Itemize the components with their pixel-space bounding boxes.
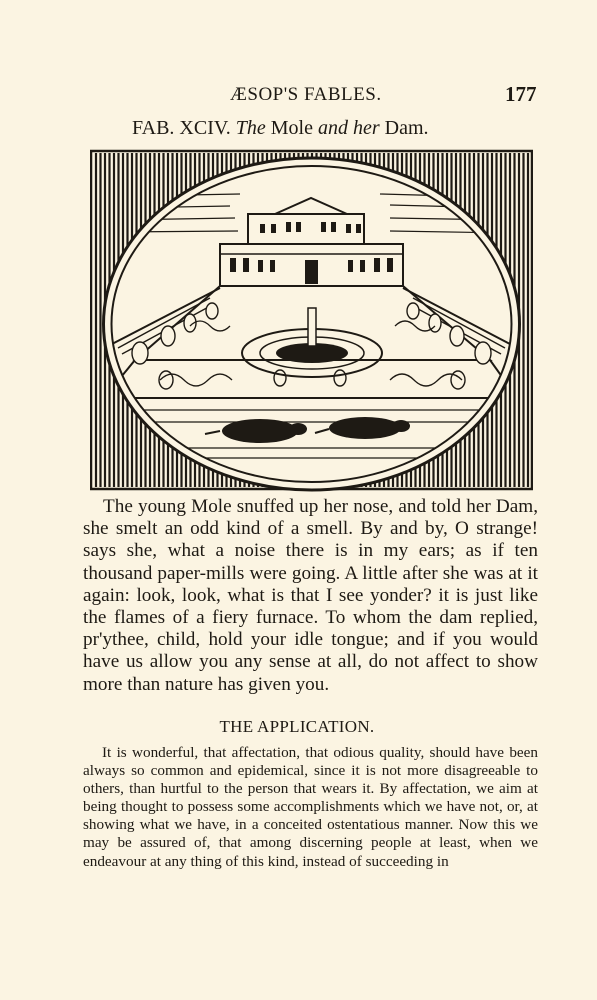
application-heading: [0, 717, 597, 737]
woodcut-illustration: [90, 148, 533, 492]
application-paragraph: It is wonderful, that affectation, that odious quality, should have been always so common and epidemical, since it is not more disagreeable to others, than hurtful to the person that wears it. By affectation, we aim at being thought to possess some accomplishments which we have not, or, at showing what we have, in a conceited ostentatious manner. Now this we may be assured of, that among discerning people at least, when we endeavour at any thing of this kind, instead of succeeding in: [83, 744, 538, 870]
title-word-mole: Mole: [270, 117, 313, 139]
fable-number: FAB. XCIV.: [132, 117, 231, 139]
fable-body: [83, 496, 538, 696]
title-word-dam: Dam.: [384, 117, 429, 139]
page-number: 177: [505, 82, 537, 106]
title-word-the: The: [235, 117, 266, 139]
application-body: [83, 744, 538, 871]
fable-title: [132, 117, 429, 140]
title-word-and: and: [317, 117, 348, 139]
running-head: ÆSOP'S FABLES.: [230, 84, 382, 105]
title-word-her: her: [352, 117, 380, 139]
application-heading-text: THE APPLICATION.: [219, 717, 375, 736]
fable-paragraph: The young Mole snuffed up her nose, and told her Dam, she smelt an odd kind of a smell. By and by, O strange! says she, what a noise there is in my ears; as if ten thousand paper-mills were going. A little after she was at it again: look, look, what is that I see yonder? it is just like the flames of a fiery furnace. To whom the dam replied, pr'ythee, child, hold your idle tongue; and if you would have us allow you any sense at all, do not affect to show more than nature has given you.: [83, 496, 538, 695]
